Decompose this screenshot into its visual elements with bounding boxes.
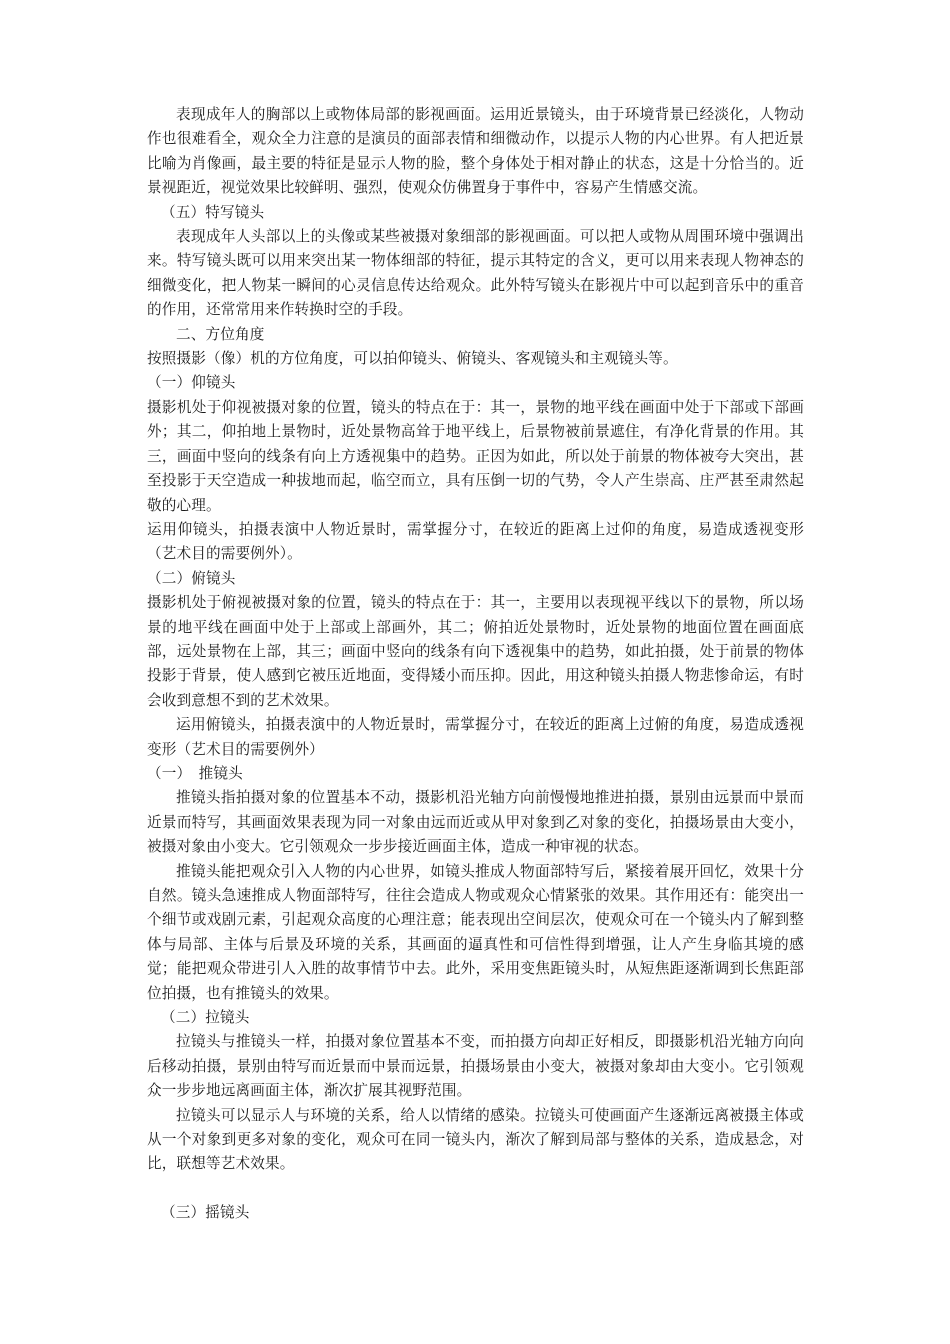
heading-push-shot: （一） 推镜头 [147,764,243,782]
paragraph-pull-shot-definition: 拉镜头与推镜头一样，拍摄对象位置基本不变，而拍摄方向却正好相反，即摄影机沿光轴方向向后移动拍摄，景别由特写而近景而中景而远景，拍摄场景由小变大，被摄对象却由大变小。它引领观众一步步地远离画面主体，渐次扩展其视野范围。 [147,1033,804,1100]
paragraph-low-angle-usage: 运用仰镜头，拍摄表演中人物近景时，需掌握分寸，在较近的距离上过仰的角度，易造成透视变形（艺术目的需要例外）。 [147,520,804,563]
paragraph-push-shot-effects: 推镜头能把观众引入人物的内心世界，如镜头推成人物面部特写后，紧接着展开回忆，效果十分自然。镜头急速推成人物面部特写，往往会造成人物或观众心情紧张的效果。其作用还有：能突出一个细节或戏剧元素，引起观众高度的心理注意；能表现出空间层次，使观众可在一个镜头内了解到整体与局部、主体与后景及环境的关系，其画面的逼真性和可信性得到增强，让人产生身临其境的感觉；能把观众带进引人入胜的故事情节中去。此外，采用变焦距镜头时，从短焦距逐渐调到长焦距部位拍摄，也有推镜头的效果。 [147,862,804,1002]
heading-low-angle-shot: （一）仰镜头 [147,374,236,392]
paragraph-high-angle-features: 摄影机处于俯视被摄对象的位置，镜头的特点在于：其一，主要用以表现视平线以下的景物，所以场景的地平线在画面中处于上部或上部画外，其二；俯拍近处景物时，近处景物的地面位置在画面底部，远处景物在上部，其三；画面中竖向的线条有向下透视集中的趋势，如此拍摄，处于前景的物体投影于背景，使人感到它被压近地面，变得矮小而压抑。因此，用这种镜头拍摄人物悲惨命运，有时会收到意想不到的艺术效果。 [147,594,804,709]
paragraph-pull-shot-effects: 拉镜头可以显示人与环境的关系，给人以情绪的感染。拉镜头可使画面产生逐渐远离被摄主体或从一个对象到更多对象的变化，观众可在同一镜头内，渐次了解到局部与整体的关系，造成悬念，对比，联想等艺术效果。 [147,1106,804,1173]
paragraph-push-shot-definition: 推镜头指拍摄对象的位置基本不动，摄影机沿光轴方向前慢慢地推进拍摄，景别由远景而中景而近景而特写，其画面效果表现为同一对象由远而近或从甲对象到乙对象的变化，拍摄场景由大变小，被摄对象由小变大。它引领观众一步步接近画面主体，造成一种审视的状态。 [147,789,804,856]
paragraph-high-angle-usage: 运用俯镜头，拍摄表演中的人物近景时，需掌握分寸，在较近的距离上过俯的角度，易造成透视变形（艺术目的需要例外） [147,716,804,758]
heading-camera-angle: 二、方位角度 [176,325,265,343]
blank-line [147,1177,804,1201]
paragraph-close-up-description: 表现成年人头部以上的头像或某些被摄对象细部的影视画面。可以把人或物从周围环境中强调出来。特写镜头既可以用来突出某一物体细部的特征，提示其特定的含义，更可以用来表现人物神态的细微变化，把人物某一瞬间的心灵信息传达给观众。此外特写镜头在影视片中可以起到音乐中的重音的作用，还常常用来作转换时空的手段。 [147,228,804,319]
paragraph-close-shot-description: 表现成年人的胸部以上或物体局部的影视画面。运用近景镜头，由于环境背景已经淡化，人物动作也很难看全，观众全力注意的是演员的面部表情和细微动作，以提示人物的内心世界。有人把近景比喻为肖像画，最主要的特征是显示人物的脸，整个身体处于相对静止的状态，这是十分恰当的。近景视距近，视觉效果比较鲜明、强烈，使观众仿佛置身于事件中，容易产生情感交流。 [147,106,804,197]
heading-pull-shot: （二）拉镜头 [161,1009,250,1027]
heading-pan-shot: （三）摇镜头 [161,1203,250,1221]
heading-high-angle-shot: （二）俯镜头 [147,569,236,587]
paragraph-angle-intro: 按照摄影（像）机的方位角度，可以拍仰镜头、俯镜头、客观镜头和主观镜头等。 [147,350,678,368]
heading-close-up-shot: （五）特写镜头 [161,203,265,221]
document-page [147,103,804,1225]
paragraph-low-angle-features: 摄影机处于仰视被摄对象的位置，镜头的特点在于：其一，景物的地平线在画面中处于下部或下部画外；其二，仰拍地上景物时，近处景物高耸于地平线上，后景物被前景遮住，有净化背景的作用。其三，画面中竖向的线条有向上方透视集中的趋势。正因为如此，所以处于前景的物体被夸大突出，甚至投影于天空造成一种拔地而起，临空而立，具有压倒一切的气势，令人产生崇高、庄严甚至肃然起敬的心理。 [147,398,804,514]
